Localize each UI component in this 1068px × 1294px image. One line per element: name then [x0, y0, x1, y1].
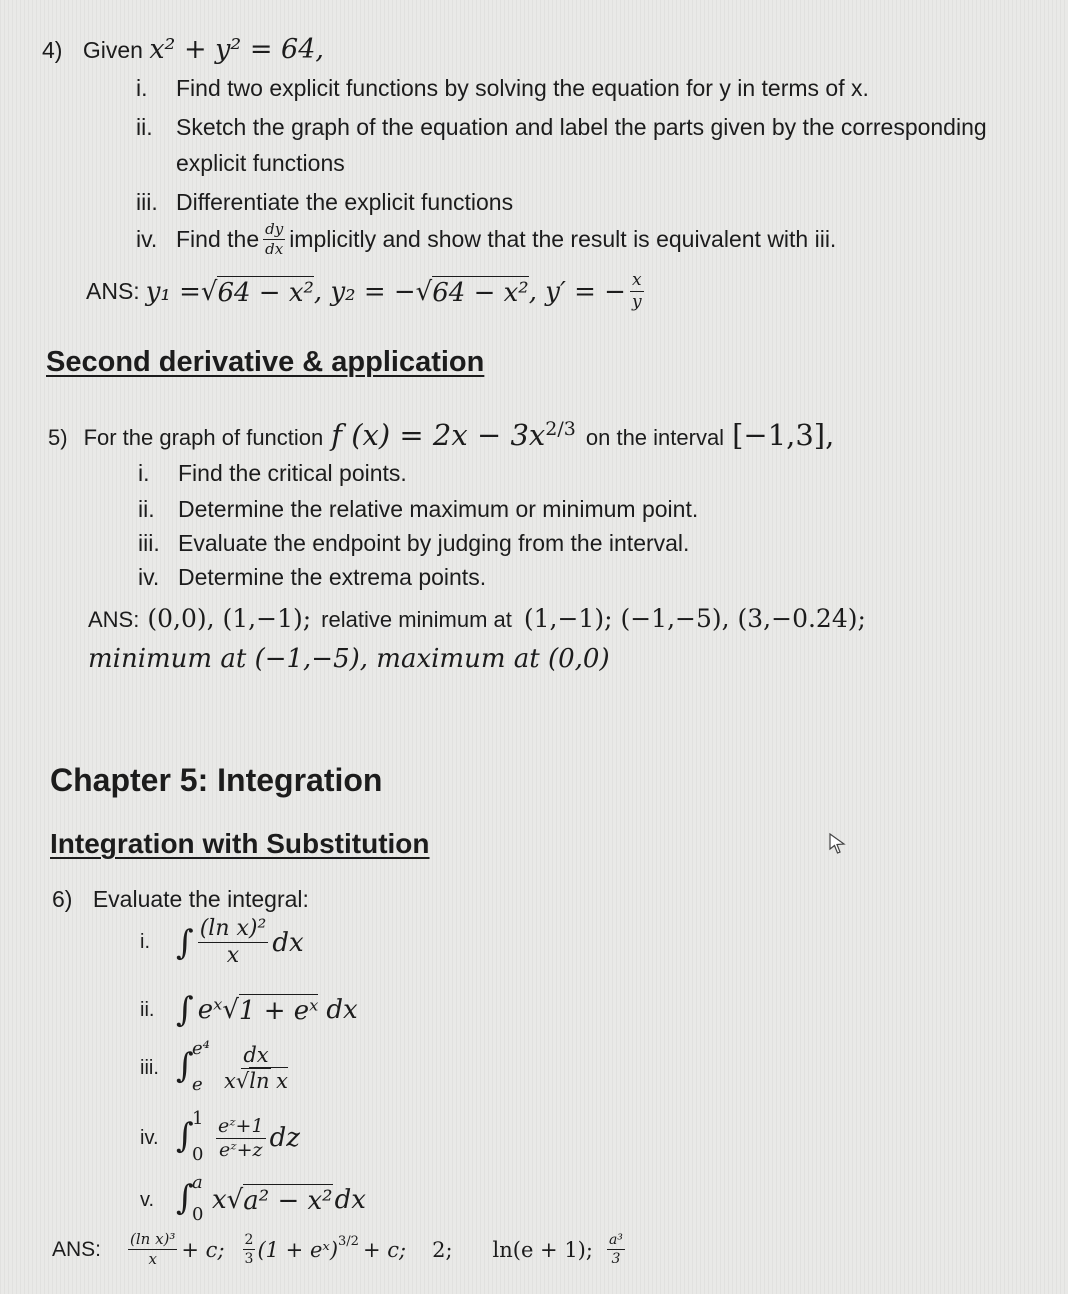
q5-item-1	[138, 460, 407, 487]
q5-item-text: Determine the extrema points.	[178, 564, 487, 590]
q4-answer	[86, 272, 644, 311]
ans-deriv: , y′ = −	[528, 276, 626, 307]
q4-item-text: Differentiate the explicit functions	[176, 189, 514, 215]
q5-line	[48, 418, 834, 452]
q5-item-4	[138, 564, 486, 591]
ans-y2: , y₂ = −	[313, 276, 416, 307]
q4-item-4	[136, 222, 836, 257]
upper-limit: 1	[192, 1108, 204, 1129]
definite-integral	[176, 1038, 216, 1098]
integrand-fraction	[222, 1042, 290, 1093]
q5-item-3	[138, 530, 689, 557]
integral-sign: ∫	[176, 1046, 194, 1086]
x-over-y	[630, 272, 644, 311]
frac-num: eᶻ+1	[218, 1114, 264, 1137]
den-pre: x	[224, 1068, 236, 1093]
q6-item-5	[140, 1172, 366, 1228]
q5-item-text: Find the critical points.	[178, 460, 407, 486]
q4-item-text: Find two explicit functions by solving the equation for y in terms of x.	[176, 75, 869, 101]
ans-y1: y₁ =	[145, 276, 201, 307]
ans-part1: (0,0), (1,−1);	[147, 604, 312, 633]
sqrt-content: 1 + eˣ	[238, 996, 319, 1026]
dy-dx-fraction	[263, 222, 285, 257]
frac-num: 2	[244, 1232, 254, 1248]
upper-limit: a	[192, 1172, 203, 1193]
q4-item-text: Sketch the graph of the equation and label the parts given by the corresponding	[176, 114, 987, 140]
frac-den: 3	[611, 1251, 621, 1267]
ans-label: ANS:	[88, 607, 140, 632]
differential: dx	[272, 927, 304, 958]
q5-item-label: i.	[138, 460, 150, 486]
definite-integral	[176, 1172, 212, 1228]
q6-item-label: iii.	[140, 1056, 159, 1079]
q5-exponent: 2/3	[545, 418, 576, 440]
ans1-fraction	[128, 1232, 177, 1267]
q4-item-text: explicit functions	[176, 150, 345, 176]
frac-num: dy	[265, 220, 284, 238]
ans2-exponent: 3/2	[338, 1234, 359, 1249]
q4-item-text: implicitly and show that the result is equivalent with iii.	[289, 226, 837, 252]
q5-interval: [−1,3],	[732, 418, 835, 452]
q5-item-label: iii.	[138, 530, 160, 556]
chapter-heading: Chapter 5: Integration	[50, 762, 383, 798]
differential: dx	[326, 995, 358, 1025]
q6-item-label: i.	[140, 931, 150, 953]
q6-item-label: iv.	[140, 1126, 159, 1149]
ans-text: relative minimum at	[321, 607, 512, 632]
q4-item-label: iv.	[136, 226, 158, 252]
ans3: 2;	[432, 1237, 453, 1262]
q5-answer-line2: minimum at (−1,−5), maximum at (0,0)	[88, 644, 610, 674]
q5-function: f (x) = 2x − 3x	[331, 418, 546, 452]
integrand: eˣ	[197, 995, 223, 1025]
frac-num: x	[631, 270, 642, 290]
sqrt-sign: √	[222, 995, 239, 1025]
frac-den: x√ln x	[224, 1068, 288, 1093]
q4-item-label: i.	[136, 75, 148, 101]
ans5-fraction	[607, 1233, 625, 1266]
lower-limit: 0	[192, 1144, 204, 1165]
ans2-fraction	[243, 1233, 256, 1266]
ans-label: ANS:	[52, 1237, 102, 1261]
q4-item-label: ii.	[136, 114, 153, 140]
sqrt-content: a² − x²	[243, 1186, 333, 1216]
q5-interval-text: on the interval	[585, 425, 725, 450]
q5-item-2	[138, 496, 698, 523]
integrand-fraction	[216, 1114, 266, 1161]
ans-label: ANS:	[86, 278, 140, 304]
section-heading-substitution: Integration with Substitution	[50, 828, 430, 859]
sqrt-sign: √	[226, 1185, 244, 1215]
q6-number: 6)	[52, 886, 73, 912]
q4-line	[42, 34, 324, 65]
definite-integral	[176, 1108, 212, 1168]
frac-num: (ln x)²	[199, 916, 267, 941]
frac-num: dx	[243, 1042, 269, 1067]
q4-given: Given	[82, 37, 143, 63]
frac-den: x	[148, 1250, 157, 1268]
frac-den: dx	[265, 240, 284, 258]
frac-num: (ln x)³	[130, 1230, 176, 1248]
integrand-fraction	[198, 918, 269, 967]
frac-den: y	[631, 292, 642, 312]
q4-number: 4)	[42, 37, 63, 63]
q4-item-2	[136, 114, 987, 141]
integral-sign: ∫	[176, 1178, 194, 1218]
den-sqrt: ln x	[249, 1068, 288, 1093]
differential: dz	[269, 1123, 300, 1153]
q5-item-label: ii.	[138, 496, 155, 522]
ans2-tail: + c;	[362, 1237, 407, 1262]
q5-answer-line1	[88, 604, 866, 633]
q6-intro: Evaluate the integral:	[92, 886, 309, 912]
q4-equation: x² + y² = 64,	[149, 34, 324, 65]
ans-sqrt1: 64 − x²	[217, 277, 314, 308]
ans4: ln(e + 1);	[492, 1237, 593, 1262]
q4-item-3	[136, 189, 513, 216]
sqrt-sign: √	[415, 276, 433, 307]
q5-item-text: Evaluate the endpoint by judging from the interval.	[178, 530, 690, 556]
mouse-cursor-icon	[828, 832, 846, 854]
ans2-body: (1 + eˣ)	[257, 1237, 339, 1262]
integral-sign: ∫	[176, 990, 194, 1030]
frac-den: 3	[244, 1251, 254, 1267]
integral-sign: ∫	[176, 922, 194, 963]
sqrt-sign: √	[200, 276, 218, 307]
q5-item-text: Determine the relative maximum or minimum point.	[178, 496, 699, 522]
q4-item-text: Find the	[176, 226, 260, 252]
ans-part2: (1,−1); (−1,−5), (3,−0.24);	[523, 604, 866, 633]
integrand: x	[212, 1185, 227, 1215]
differential: dx	[334, 1185, 366, 1215]
frac-den: eᶻ+z	[219, 1138, 263, 1161]
q6-item-label: ii.	[140, 998, 155, 1021]
q5-item-label: iv.	[138, 564, 160, 590]
q4-item-2-cont	[176, 150, 345, 177]
q6-item-3	[140, 1038, 290, 1098]
q6-item-2	[140, 990, 358, 1030]
lower-limit: 0	[192, 1204, 204, 1225]
q4-item-label: iii.	[136, 189, 158, 215]
lower-limit: e	[192, 1074, 203, 1095]
ans1-tail: + c;	[181, 1237, 225, 1262]
q6-answer	[52, 1232, 625, 1267]
section-heading-second-derivative: Second derivative & application	[46, 346, 485, 378]
q5-intro: For the graph of function	[83, 425, 324, 450]
frac-den: x	[226, 943, 240, 968]
q6-item-label: v.	[140, 1188, 155, 1211]
integral-sign: ∫	[176, 1116, 194, 1156]
ans-sqrt2: 64 − x²	[432, 277, 529, 308]
q4-item-1	[136, 75, 869, 102]
q5-number: 5)	[48, 425, 68, 450]
frac-num: a³	[608, 1232, 623, 1248]
upper-limit: e⁴	[192, 1038, 210, 1059]
q6-item-1	[140, 918, 304, 967]
q6-item-4	[140, 1108, 300, 1168]
q6-line	[52, 886, 309, 913]
